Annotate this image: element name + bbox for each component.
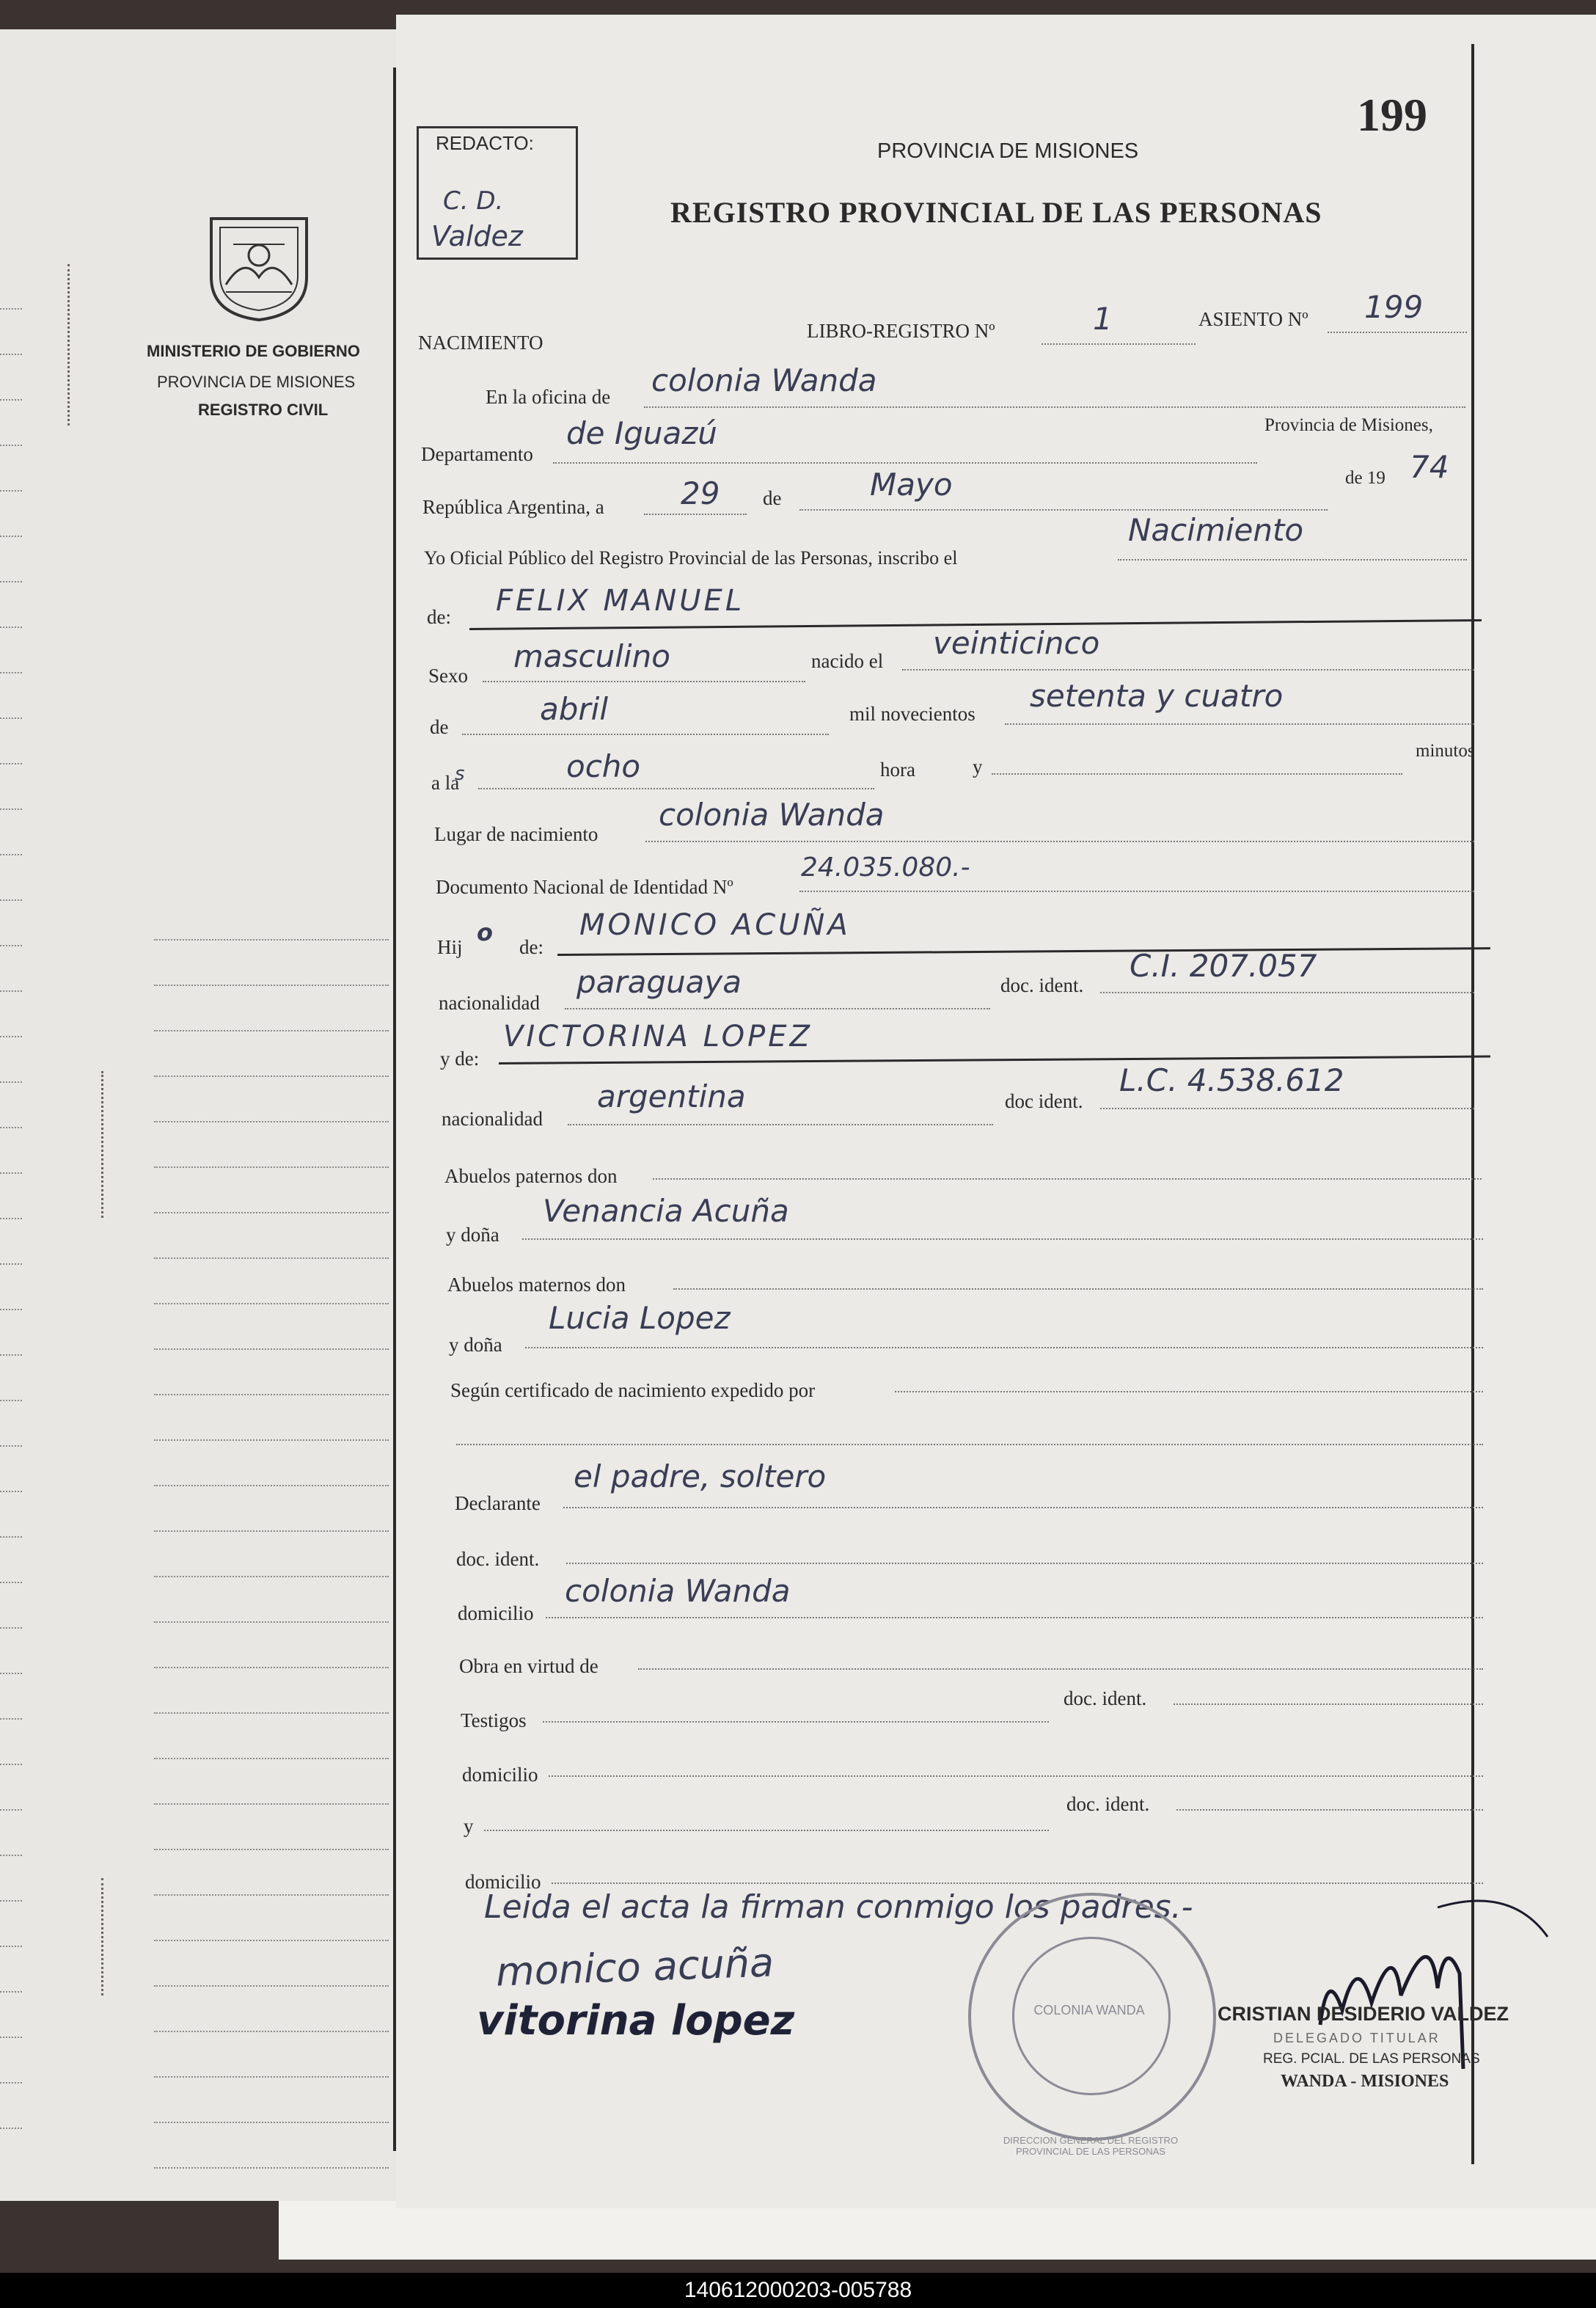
domicilio-label: domicilio bbox=[458, 1602, 534, 1624]
hijo-label: Hij bbox=[437, 936, 463, 958]
facing-page-line bbox=[0, 1855, 22, 1856]
firma-madre: vitorina lopez bbox=[477, 1997, 795, 2045]
facing-page-line bbox=[0, 2037, 22, 2038]
ledger-line bbox=[154, 1394, 389, 1395]
binding-stitch bbox=[67, 264, 74, 426]
nombre-value: FELIX MANUEL bbox=[496, 584, 745, 618]
testigos-doc-label: doc. ident. bbox=[1064, 1687, 1147, 1709]
page-left-border bbox=[393, 67, 396, 2151]
facing-page-line bbox=[0, 1627, 22, 1629]
binding-stitch bbox=[101, 1071, 108, 1218]
abuelos-mat-label: Abuelos maternos don bbox=[447, 1274, 626, 1296]
facing-page-line bbox=[0, 581, 22, 583]
province-heading: PROVINCIA DE MISIONES bbox=[877, 139, 1139, 163]
ledger-line bbox=[154, 1758, 389, 1759]
republica-label: República Argentina, a bbox=[422, 496, 604, 518]
segun-label: Según certificado de nacimiento expedido por bbox=[450, 1379, 816, 1401]
facing-page-line bbox=[0, 1900, 22, 1902]
ledger-line bbox=[154, 1257, 389, 1259]
facing-page-line bbox=[0, 1673, 22, 1674]
facing-page-line bbox=[0, 1445, 22, 1447]
sexo-label: Sexo bbox=[428, 665, 468, 687]
facing-page-line bbox=[0, 1764, 22, 1765]
year-value: 74 bbox=[1410, 449, 1449, 485]
facing-page-line bbox=[0, 1127, 22, 1128]
ledger-line bbox=[154, 1348, 389, 1350]
facing-page-line bbox=[0, 627, 22, 628]
mes-nac-value: abril bbox=[540, 691, 609, 727]
madre-nac-value: argentina bbox=[597, 1078, 746, 1114]
ledger-line bbox=[154, 1894, 389, 1896]
facing-page-line bbox=[0, 1718, 22, 1720]
provincia-suffix: Provincia de Misiones, bbox=[1264, 415, 1433, 435]
facing-page-line bbox=[0, 1400, 22, 1401]
footer-id: 140612000203-005788 bbox=[0, 2273, 1596, 2308]
month-value: Mayo bbox=[870, 467, 953, 503]
ledger-line bbox=[154, 1121, 389, 1122]
declarante-label: Declarante bbox=[455, 1492, 541, 1514]
facing-page-line bbox=[0, 1354, 22, 1356]
ala-label: a la bbox=[431, 772, 460, 794]
facing-page-line bbox=[0, 854, 22, 855]
redacto-label: REDACTO: bbox=[436, 132, 534, 154]
yde-label: y de: bbox=[440, 1048, 480, 1070]
ledger-line bbox=[154, 1303, 389, 1304]
redacto-name-line1: C. D. bbox=[443, 186, 504, 216]
y-label: y bbox=[973, 756, 983, 778]
facing-page-line bbox=[0, 308, 22, 310]
madre-nacionalidad-label: nacionalidad bbox=[442, 1108, 543, 1130]
ledger-line bbox=[154, 985, 389, 986]
departamento-value: de Iguazú bbox=[566, 415, 717, 451]
madre-value: VICTORINA LOPEZ bbox=[503, 1020, 813, 1053]
facing-page-line bbox=[0, 672, 22, 673]
page-number: 199 bbox=[1357, 89, 1427, 141]
facing-page-line bbox=[0, 1263, 22, 1265]
signer-name: CRISTIAN DESIDERIO VALDEZ bbox=[1218, 2003, 1509, 2025]
padre-doc-value: C.I. 207.057 bbox=[1130, 948, 1317, 984]
binding-stitch bbox=[101, 1878, 108, 1995]
ledger-line bbox=[154, 1849, 389, 1850]
mil-label: mil novecientos bbox=[849, 703, 975, 725]
domicilio-value: colonia Wanda bbox=[565, 1573, 791, 1609]
madre-doc-label: doc ident. bbox=[1005, 1090, 1083, 1112]
ministry-line2: PROVINCIA DE MISIONES bbox=[157, 373, 356, 391]
facing-page-line bbox=[0, 763, 22, 764]
hora-value: ocho bbox=[566, 748, 641, 784]
nacido-value: veinticinco bbox=[933, 625, 1100, 661]
y2-label: y bbox=[464, 1815, 474, 1837]
facing-page-line bbox=[0, 1991, 22, 1993]
facing-page-line bbox=[0, 445, 22, 446]
leida-value: Leida el acta la firman conmigo los padres.- bbox=[484, 1888, 1193, 1926]
de-colon: de: bbox=[427, 606, 451, 628]
declarante-doc-label: doc. ident. bbox=[456, 1548, 540, 1570]
facing-page-line bbox=[0, 945, 22, 946]
facing-page-line bbox=[0, 899, 22, 901]
ydona-pat-label: y doña bbox=[446, 1224, 499, 1246]
ledger-line bbox=[154, 1940, 389, 1941]
facing-page-line bbox=[0, 808, 22, 810]
abuela-mat-value: Lucia Lopez bbox=[549, 1300, 731, 1336]
registry-heading: REGISTRO PROVINCIAL DE LAS PERSONAS bbox=[670, 196, 1322, 229]
ledger-line bbox=[154, 1030, 389, 1031]
abuelos-pat-label: Abuelos paternos don bbox=[444, 1165, 618, 1187]
anio-nac-value: setenta y cuatro bbox=[1030, 678, 1284, 714]
padre-value: MONICO ACUÑA bbox=[579, 908, 851, 942]
lugar-label: Lugar de nacimiento bbox=[434, 823, 598, 845]
record-type: NACIMIENTO bbox=[418, 332, 543, 354]
de-label: de bbox=[763, 487, 782, 509]
facing-page-line bbox=[0, 1491, 22, 1492]
padre-nacionalidad-label: nacionalidad bbox=[439, 992, 540, 1014]
paper-strip bbox=[279, 2201, 1596, 2260]
abuela-pat-value: Venancia Acuña bbox=[543, 1193, 789, 1229]
testigo2-domicilio-label: domicilio bbox=[465, 1871, 541, 1893]
ledger-line bbox=[154, 1530, 389, 1532]
madre-doc-value: L.C. 4.538.612 bbox=[1119, 1062, 1344, 1098]
testigos-label: Testigos bbox=[461, 1709, 527, 1731]
facing-page-line bbox=[0, 354, 22, 355]
ledger-line bbox=[154, 1076, 389, 1077]
ledger-line bbox=[154, 939, 389, 941]
stamp-center-text: COLONIA WANDA bbox=[1033, 2003, 1145, 2017]
ydona-mat-label: y doña bbox=[449, 1334, 502, 1356]
ledger-line bbox=[154, 2167, 389, 2169]
oficina-value: colonia Wanda bbox=[651, 362, 877, 398]
ledger-line bbox=[154, 1803, 389, 1805]
sexo-value: masculino bbox=[513, 638, 670, 674]
facing-page-line bbox=[0, 2082, 22, 2084]
facing-page-line bbox=[0, 2128, 22, 2129]
facing-page-line bbox=[0, 1218, 22, 1219]
facing-page-line bbox=[0, 1536, 22, 1538]
facing-page-line bbox=[0, 1036, 22, 1037]
ledger-line bbox=[154, 1166, 389, 1168]
facing-page-line bbox=[0, 399, 22, 401]
firma-padre: monico acuña bbox=[495, 1939, 775, 1995]
facing-page-line bbox=[0, 990, 22, 992]
testigos-domicilio-label: domicilio bbox=[462, 1764, 538, 1786]
dni-label: Documento Nacional de Identidad Nº bbox=[436, 876, 733, 898]
ledger-line bbox=[154, 1439, 389, 1441]
facing-page-line bbox=[0, 536, 22, 537]
ministry-line1: MINISTERIO DE GOBIERNO bbox=[147, 342, 360, 360]
nacido-label: nacido el bbox=[811, 650, 884, 672]
ledger-line bbox=[154, 1985, 389, 1987]
provincia-de-misiones-seal-icon bbox=[204, 204, 314, 323]
departamento-label: Departamento bbox=[421, 443, 533, 465]
facing-page-line bbox=[0, 1809, 22, 1811]
asiento-label: ASIENTO Nº bbox=[1198, 308, 1308, 330]
facing-page-line bbox=[0, 717, 22, 719]
asiento-value: 199 bbox=[1364, 289, 1424, 325]
day-value: 29 bbox=[681, 475, 720, 511]
hijo-de: de: bbox=[519, 936, 543, 958]
facing-page-line bbox=[0, 1172, 22, 1174]
ledger-line bbox=[154, 1667, 389, 1668]
dni-value: 24.035.080.- bbox=[801, 852, 970, 883]
ledger-line bbox=[154, 1712, 389, 1714]
ledger-line bbox=[154, 2031, 389, 2032]
facing-page-line bbox=[0, 490, 22, 492]
ledger-line bbox=[154, 2076, 389, 2078]
ledger-line bbox=[154, 1621, 389, 1623]
obra-label: Obra en virtud de bbox=[459, 1655, 598, 1677]
signer-role: DELEGADO TITULAR bbox=[1273, 2031, 1441, 2045]
ledger-line bbox=[154, 1576, 389, 1577]
oficina-label: En la oficina de bbox=[486, 386, 611, 408]
facing-page-line bbox=[0, 1582, 22, 1583]
minutos-label: minutos bbox=[1416, 741, 1475, 761]
ledger-line bbox=[154, 1485, 389, 1486]
facing-page-line bbox=[0, 1081, 22, 1083]
stamp-ring-text: DIRECCION GENERAL DEL REGISTRO PROVINCIAL DE LAS PERSONAS bbox=[1003, 2135, 1179, 2157]
page-right-border bbox=[1471, 44, 1474, 2164]
year-prefix: de 19 bbox=[1345, 468, 1385, 488]
lugar-value: colonia Wanda bbox=[659, 797, 885, 833]
hijo-suffix: o bbox=[477, 919, 493, 946]
libro-label: LIBRO-REGISTRO Nº bbox=[807, 320, 995, 342]
ledger-line bbox=[154, 2122, 389, 2123]
facing-page-line bbox=[0, 1946, 22, 1947]
inscribo-value: Nacimiento bbox=[1128, 512, 1304, 548]
libro-value: 1 bbox=[1093, 301, 1113, 337]
ledger-line bbox=[154, 1212, 389, 1213]
signer-org: REG. PCIAL. DE LAS PERSONAS bbox=[1263, 2051, 1480, 2067]
facing-page-line bbox=[0, 1309, 22, 1310]
de2-label: de bbox=[430, 716, 449, 738]
ala-suffix: s bbox=[455, 763, 465, 785]
testigo2-doc-label: doc. ident. bbox=[1066, 1793, 1150, 1815]
padre-nac-value: paraguaya bbox=[576, 964, 742, 1000]
oficial-text: Yo Oficial Público del Registro Provincial de las Personas, inscribo el bbox=[424, 547, 958, 569]
declarante-value: el padre, soltero bbox=[574, 1458, 827, 1494]
padre-doc-label: doc. ident. bbox=[1000, 974, 1084, 996]
redacto-name-line2: Valdez bbox=[431, 220, 523, 252]
ministry-line3: REGISTRO CIVIL bbox=[198, 401, 329, 419]
hora-label: hora bbox=[880, 759, 915, 781]
signer-place: WANDA - MISIONES bbox=[1281, 2072, 1449, 2091]
